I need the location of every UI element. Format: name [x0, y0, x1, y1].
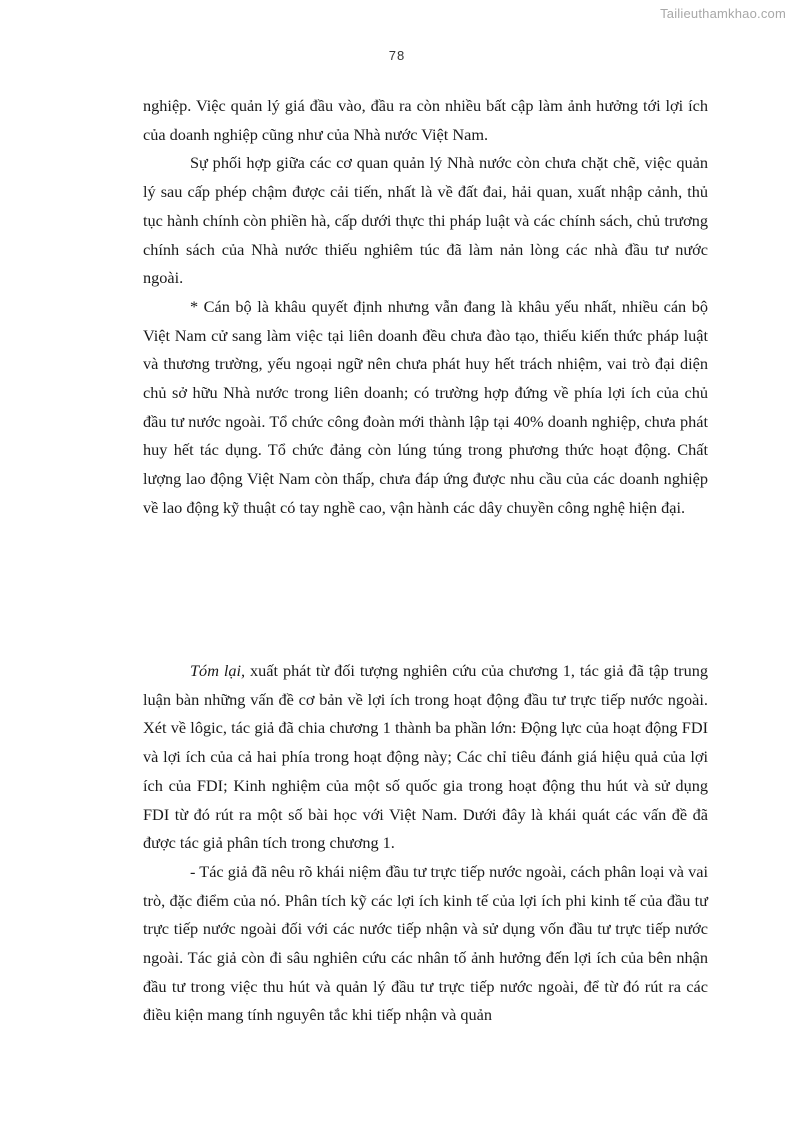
paragraph-personnel: * Cán bộ là khâu quyết định nhưng vẫn đang là khâu yếu nhất, nhiều cán bộ Việt Nam cử sang làm việc tại liên doanh đều chưa đào tạo, thiếu kiến thức pháp luật và thương trường, yếu ngoại ngữ nên chưa phát huy hết trách nhiệm, vai trò đại diện chủ sở hữu Nhà nước trong liên doanh; có trường hợp đứng về phía lợi ích của chủ đầu tư nước ngoài. Tổ chức công đoàn mới thành lập tại 40% doanh nghiệp, chưa phát huy hết tác dụng. Tổ chức đảng còn lúng túng trong phương thức hoạt động. Chất lượng lao động Việt Nam còn thấp, chưa đáp ứng được nhu cầu của các doanh nghiệp về lao động kỹ thuật có tay nghề cao, vận hành các dây chuyền công nghệ hiện đại. [143, 296, 708, 517]
watermark: Tailieuthamkhao.com [660, 6, 786, 21]
summary-text-block [143, 657, 708, 1030]
top-text-block [143, 92, 708, 523]
point-1-paragraph: - Tác giả đã nêu rõ khái niệm đầu tư trực tiếp nước ngoài, cách phân loại và vai trò, đặc điểm của nó. Phân tích kỹ các lợi ích kinh tế của lợi ích phi kinh tế của đầu tư trực tiếp nước ngoài đối với các nước tiếp nhận và sử dụng vốn đầu tư trực tiếp nước ngoài. Tác giả còn đi sâu nghiên cứu các nhân tố ảnh hưởng đến lợi ích của bên nhận đầu tư trong việc thu hút và quản lý đầu tư trực tiếp nước ngoài, để từ đó rút ra các điều kiện mang tính nguyên tắc khi tiếp nhận và quản [143, 861, 708, 1025]
summary-lead: Tóm lại, [190, 661, 246, 680]
summary-text: xuất phát từ đối tượng nghiên cứu của chương 1, tác giả đã tập trung luận bàn những vấn đề cơ bản về lợi ích trong hoạt động đầu tư trực tiếp nước ngoài. Xét về lôgic, tác giả đã chia chương 1 thành ba phần lớn: Động lực của hoạt động FDI và lợi ích của cả hai phía trong hoạt động này; Các chỉ tiêu đánh giá hiệu quả của lợi ích của FDI; Kinh nghiệm của một số quốc gia trong hoạt động thu hút và sử dụng FDI từ đó rút ra một số bài học với Việt Nam. Dưới đây là khái quát các vấn đề đã được tác giả phân tích trong chương 1. [143, 661, 708, 853]
page-number: 78 [388, 48, 406, 63]
summary-paragraph [143, 657, 708, 858]
paragraph-continuation: nghiệp. Việc quản lý giá đầu vào, đầu ra còn nhiều bất cập làm ảnh hưởng tới lợi ích của doanh nghiệp cũng như của Nhà nước Việt Nam. [143, 96, 708, 144]
paragraph-coordination: Sự phối hợp giữa các cơ quan quản lý Nhà nước còn chưa chặt chẽ, việc quản lý sau cấp phép chậm được cải tiến, nhất là về đất đai, hải quan, xuất nhập cảnh, thủ tục hành chính còn phiền hà, cấp dưới thực thi pháp luật và các chính sách, chủ trương chính sách của Nhà nước thiếu nghiêm túc đã làm nản lòng các nhà đầu tư nước ngoài. [143, 153, 708, 288]
